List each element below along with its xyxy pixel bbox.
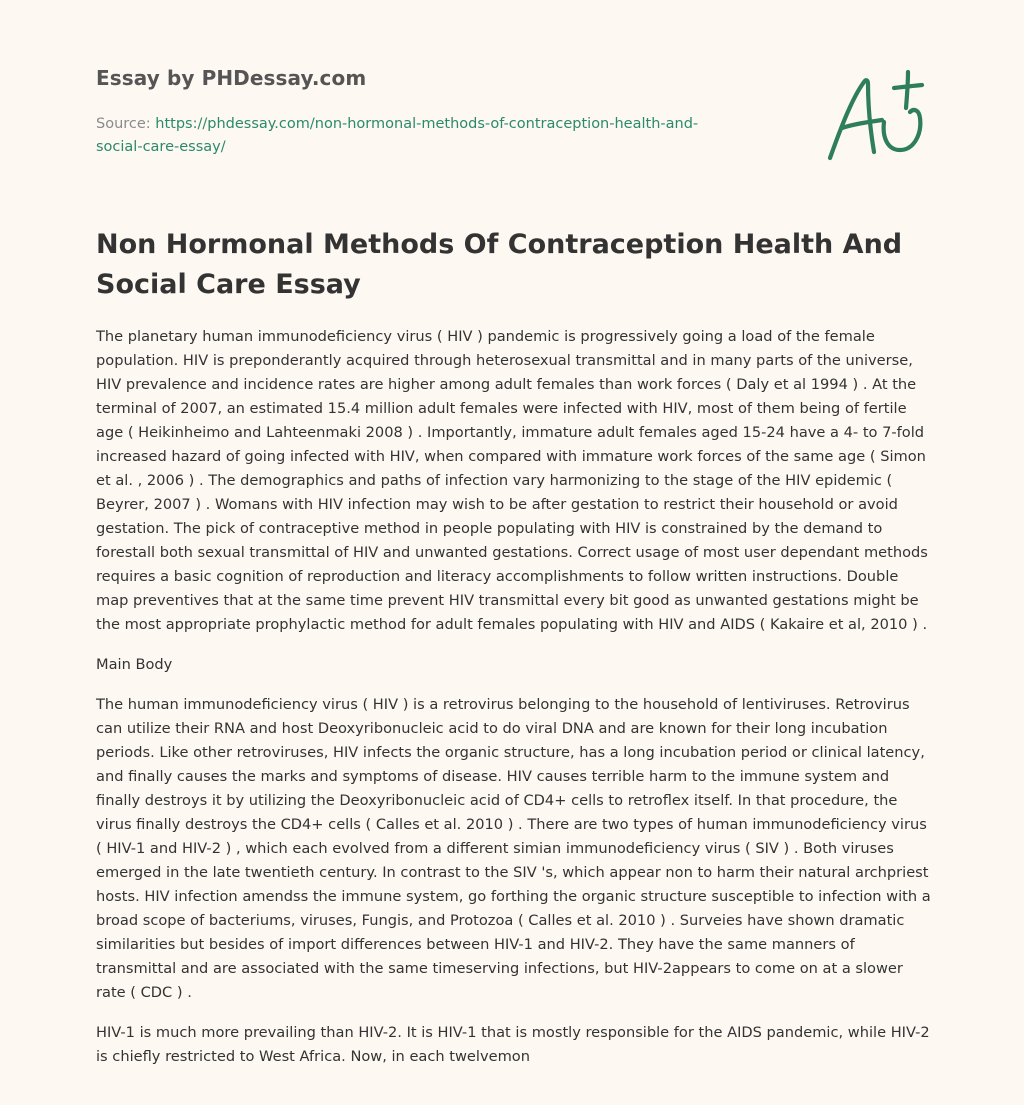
essay-body <box>96 325 932 1085</box>
paragraph-1: The planetary human immunodeficiency virus ( HIV ) pandemic is progressively going a load of the female population. HIV is preponderantly acquired through heterosexual transmittal and in many parts of the universe, HIV prevalence and incidence rates are higher among adult females than work forces ( Daly et al 1994 ) . At the terminal of 2007, an estimated 15.4 million adult females were infected with HIV, most of them being of fertile age ( Heikinheimo and Lahteenmaki 2008 ) . Importantly, immature adult females aged 15-24 have a 4- to 7-fold increased hazard of going infected with HIV, when compared with immature work forces of the same age ( Simon et al. , 2006 ) . The demographics and paths of infection vary harmonizing to the stage of the HIV epidemic ( Beyrer, 2007 ) . Womans with HIV infection may wish to be after gestation to restrict their household or avoid gestation. The pick of contraceptive method in people populating with HIV is constrained by the demand to forestall both sexual transmittal of HIV and unwanted gestations. Correct usage of most user dependant methods requires a basic cognition of reproduction and literacy accomplishments to follow written instructions. Double map preventives that at the same time prevent HIV transmittal every bit good as unwanted gestations might be the most appropriate prophylactic method for adult females populating with HIV and AIDS ( Kakaire et al, 2010 ) . <box>96 328 928 633</box>
site-title: Essay by PHDessay.com <box>96 66 367 90</box>
source-line <box>96 113 736 159</box>
a-plus-logo-icon <box>822 68 932 164</box>
section-heading-main-body: Main Body <box>96 656 173 673</box>
paragraph-3: HIV-1 is much more prevailing than HIV-2. It is HIV-1 that is mostly responsible for the AIDS pandemic, while HIV-2 is chiefly restricted to West Africa. Now, in each twelvemon <box>96 1024 930 1065</box>
source-link[interactable]: https://phdessay.com/non-hormonal-methods-of-contraception-health-and-social-care-essay/ <box>96 116 699 155</box>
paragraph-2: The human immunodeficiency virus ( HIV ) is a retrovirus belonging to the household of lentiviruses. Retrovirus can utilize their RNA and host Deoxyribonucleic acid to do viral DNA and are known for their long incubation periods. Like other retroviruses, HIV infects the organic structure, has a long incubation period or clinical latency, and finally causes the marks and symptoms of disease. HIV causes terrible harm to the immune system and finally destroys it by utilizing the Deoxyribonucleic acid of CD4+ cells to retroflex itself. In that procedure, the virus finally destroys the CD4+ cells ( Calles et al. 2010 ) . There are two types of human immunodeficiency virus ( HIV-1 and HIV-2 ) , which each evolved from a different simian immunodeficiency virus ( SIV ) . Both viruses emerged in the late twentieth century. In contrast to the SIV 's, which appear non to harm their natural archpriest hosts. HIV infection amendss the immune system, go forthing the organic structure susceptible to infection with a broad scope of bacteriums, viruses, Fungis, and Protozoa ( Calles et al. 2010 ) . Surveies have shown dramatic similarities but besides of import differences between HIV-1 and HIV-2. They have the same manners of transmittal and are associated with the same timeserving infections, but HIV-2appears to come on at a slower rate ( CDC ) . <box>96 696 931 1001</box>
essay-title: Non Hormonal Methods Of Contraception Health And Social Care Essay <box>96 229 903 300</box>
source-label: Source: <box>96 116 156 132</box>
